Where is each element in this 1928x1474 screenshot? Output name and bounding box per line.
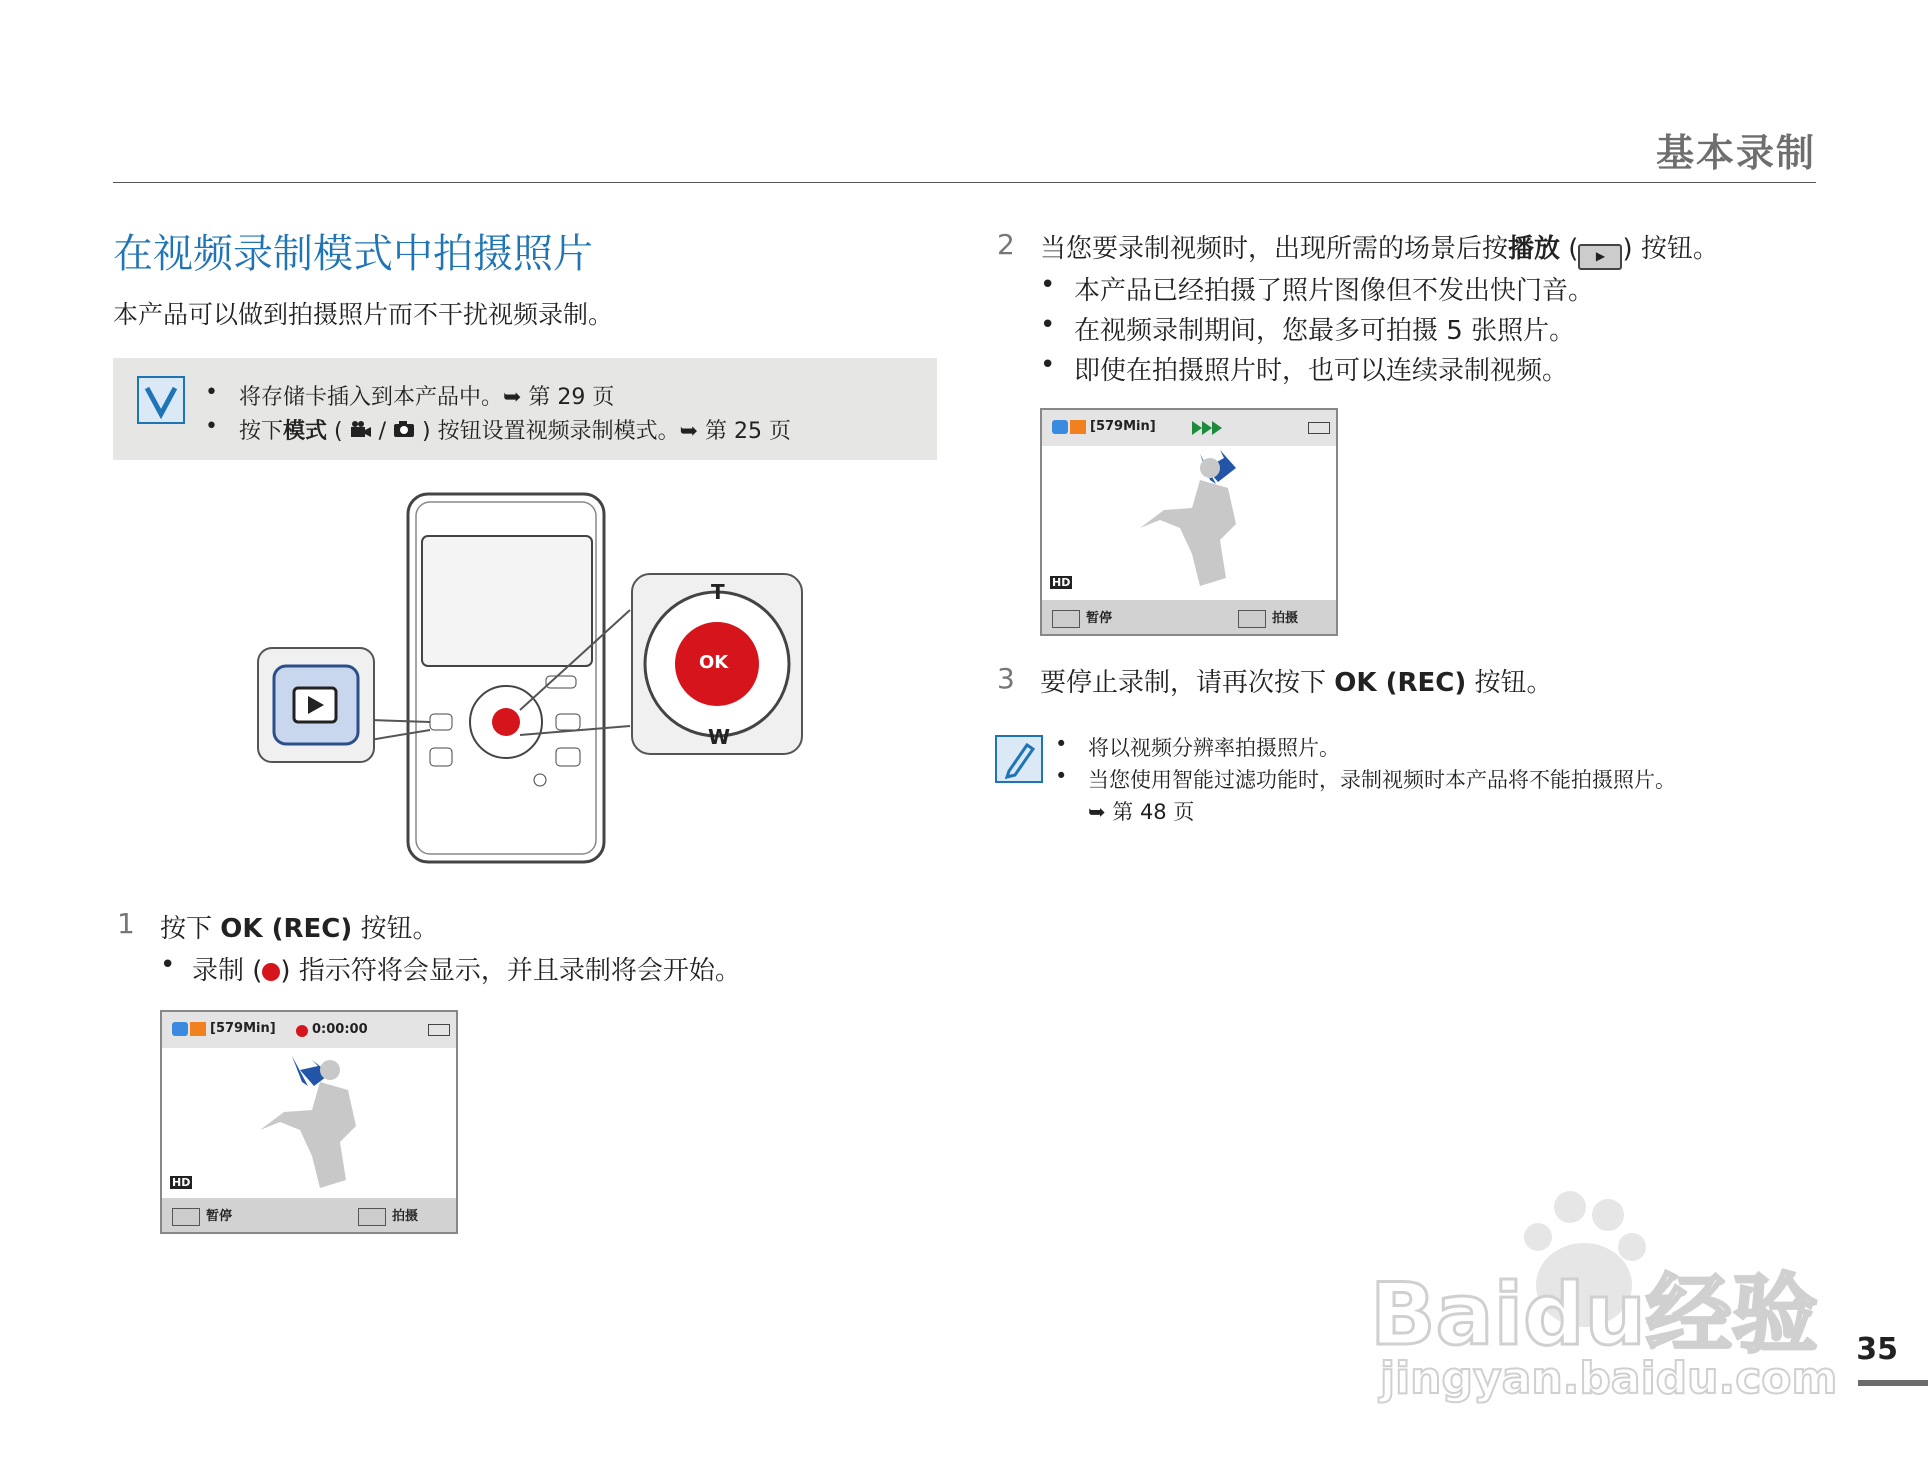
rec-indicator-icon — [262, 963, 280, 981]
step2-number: 2 — [997, 228, 1015, 261]
header-title: 基本录制 — [1655, 131, 1816, 175]
step3-number: 3 — [997, 662, 1015, 695]
dial-tele-label: T — [711, 580, 725, 604]
page-number-rule — [1858, 1380, 1928, 1386]
note2-line-3: ➥ 第 48 页 — [1088, 800, 1195, 824]
page-number: 35 — [1856, 1332, 1898, 1367]
smart-auto-icon — [190, 1022, 206, 1036]
note2-line-2: 当您使用智能过滤功能时，录制视频时本产品将不能拍摄照片。 — [1088, 768, 1676, 792]
note2-line-1: 将以视频分辨率拍摄照片。 — [1088, 736, 1340, 760]
skier-silhouette — [1140, 428, 1300, 596]
step3-text: 要停止录制，请再次按下 OK (REC) 按钮。 — [1040, 668, 1553, 698]
storage-icon — [172, 1022, 188, 1036]
note-line-mode-button: 按下模式 ( / ) 按钮设置视频录制模式。➥ 第 25 页 — [239, 419, 792, 444]
storage-icon — [1052, 420, 1068, 434]
step2-text: 当您要录制视频时，出现所需的场景后按播放 ( ▶ ) 按钮。 — [1040, 228, 1719, 270]
pause-button-icon — [1052, 610, 1080, 628]
lcd-screen-recording — [160, 1010, 458, 1234]
dial-wide-label: W — [708, 725, 731, 749]
hd-badge: HD — [1052, 576, 1071, 589]
pencil-note-icon — [995, 735, 1043, 783]
timecode: 0:00:00 — [312, 1022, 368, 1037]
pause-label: 暂停 — [206, 1209, 233, 1224]
capture-button-icon — [358, 1208, 386, 1226]
smart-auto-icon — [1070, 420, 1086, 434]
capture-label: 拍摄 — [1272, 611, 1299, 626]
step1-text: 按下 OK (REC) 按钮。 — [160, 914, 439, 944]
remaining-time: [579Min] — [210, 1021, 276, 1036]
capture-label: 拍摄 — [392, 1209, 419, 1224]
ok-button-label: OK — [699, 652, 729, 673]
step2-bullet-2: 在视频录制期间，您最多可拍摄 5 张照片。 — [1074, 316, 1576, 346]
remaining-time: [579Min] — [1090, 419, 1156, 434]
capture-button-icon — [1238, 610, 1266, 628]
hd-badge: HD — [172, 1176, 191, 1189]
section-title: 在视频录制模式中拍摄照片 — [113, 231, 593, 277]
pause-button-icon — [172, 1208, 200, 1226]
header-divider — [113, 182, 1816, 183]
check-note-icon — [137, 376, 185, 424]
step2-bullet-1: 本产品已经拍摄了照片图像但不发出快门音。 — [1074, 276, 1595, 306]
note-box-prerequisites: • 将存储卡插入到本产品中。➥ 第 29 页 • 按下模式 ( / ) 按钮设置视频录制模式。➥ 第 25 页 — [113, 358, 937, 460]
camcorder-illustration — [250, 490, 810, 870]
watermark-brand: Baidu经验 — [1370, 1265, 1818, 1365]
step2-bullet-3: 即使在拍摄照片时，也可以连续录制视频。 — [1074, 356, 1569, 386]
photo-mode-icon — [386, 419, 422, 444]
skier-silhouette — [260, 1030, 420, 1198]
lcd-screen-capture — [1040, 408, 1338, 636]
step1-number: 1 — [117, 907, 135, 940]
battery-icon — [428, 1024, 450, 1036]
note-line-memory-card: 将存储卡插入到本产品中。➥ 第 29 页 — [239, 385, 615, 410]
battery-icon — [1308, 422, 1330, 434]
watermark-url: jingyan.baidu.com — [1380, 1353, 1838, 1404]
intro-text: 本产品可以做到拍摄照片而不干扰视频录制。 — [113, 300, 614, 329]
step1-bullet: 录制 ( ) 指示符将会显示，并且录制将会开始。 — [192, 956, 741, 986]
pause-label: 暂停 — [1086, 611, 1113, 626]
video-mode-icon — [343, 419, 379, 444]
play-button-icon: ▶ — [1578, 244, 1622, 270]
baidu-watermark — [1370, 1185, 1838, 1415]
